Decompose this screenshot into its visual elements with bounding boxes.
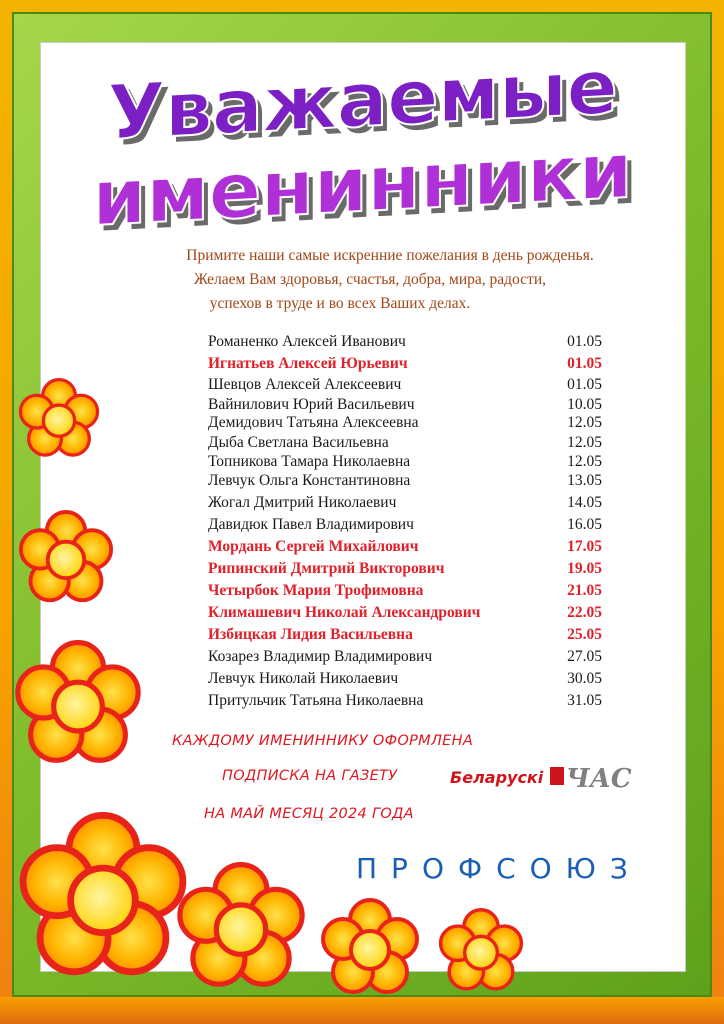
flower-icon [18, 812, 188, 982]
birthday-name: Климашевич Николай Александрович [208, 604, 481, 621]
bottom-stripe [0, 997, 724, 1024]
birthday-row [208, 376, 602, 396]
flower-icon [14, 640, 142, 768]
birthday-row [208, 396, 602, 416]
birthday-date: 19.05 [567, 560, 602, 577]
birthday-name: Дыба Светлана Васильевна [208, 434, 389, 451]
birthday-row [208, 516, 602, 536]
title-line-1: Уважаемые [107, 41, 617, 158]
newspaper-logo-suffix: ЧАС [566, 764, 632, 794]
birthday-row [208, 604, 602, 624]
birthday-row [208, 648, 602, 668]
birthday-name: Игнатьев Алексей Юрьевич [208, 355, 408, 372]
birthday-date: 22.05 [567, 604, 602, 621]
subscription-line-3: НА МАЙ МЕСЯЦ 2024 ГОДА [204, 806, 414, 822]
newspaper-logo [450, 764, 632, 798]
birthday-row [208, 453, 602, 473]
birthday-date: 16.05 [567, 516, 602, 533]
birthday-name: Притульчик Татьяна Николаевна [208, 692, 424, 709]
birthday-row [208, 582, 602, 602]
birthday-row [208, 692, 602, 712]
birthday-name: Козарез Владимир Владимирович [208, 648, 433, 665]
birthday-name: Четырбок Мария Трофимовна [208, 582, 424, 599]
birthday-row [208, 414, 602, 434]
greeting-line-3: успехов в труде и во всех Ваших делах. [209, 295, 471, 312]
birthday-date: 13.05 [567, 472, 602, 489]
birthday-row [208, 355, 602, 375]
flower-icon [18, 378, 100, 460]
birthday-name: Мордань Сергей Михайлович [208, 538, 419, 555]
birthday-row [208, 434, 602, 454]
birthday-name: Жогал Дмитрий Николаевич [208, 494, 397, 511]
birthday-row [208, 670, 602, 690]
flower-icon [18, 510, 114, 606]
birthday-row [208, 494, 602, 514]
birthday-date: 17.05 [567, 538, 602, 555]
flower-icon [320, 898, 420, 998]
birthday-date: 12.05 [567, 414, 602, 431]
birthday-date: 21.05 [567, 582, 602, 599]
birthday-row [208, 333, 602, 353]
birthday-name: Левчук Ольга Константиновна [208, 472, 411, 489]
birthday-row [208, 626, 602, 646]
birthday-name: Давидюк Павел Владимирович [208, 516, 414, 533]
newspaper-logo-mark [550, 767, 564, 785]
greeting-line-1: Примите наши самые искренние пожелания в день рожденья. [186, 247, 594, 264]
birthday-name: Избицкая Лидия Васильевна [208, 626, 413, 643]
birthday-date: 14.05 [567, 494, 602, 511]
flower-icon [176, 862, 306, 992]
birthday-row [208, 560, 602, 580]
birthday-name: Романенко Алексей Иванович [208, 333, 406, 350]
birthday-date: 01.05 [567, 376, 602, 393]
birthday-date: 30.05 [567, 670, 602, 687]
newspaper-logo-text: Беларускі [450, 768, 544, 787]
birthday-date: 25.05 [567, 626, 602, 643]
birthday-name: Шевцов Алексей Алексеевич [208, 376, 402, 393]
birthday-date: 12.05 [567, 434, 602, 451]
birthday-name: Левчук Николай Николаевич [208, 670, 399, 687]
title-line-2: именинники [92, 125, 632, 245]
birthday-date: 27.05 [567, 648, 602, 665]
subscription-line-1: КАЖДОМУ ИМЕНИННИКУ ОФОРМЛЕНА [172, 733, 474, 749]
birthday-date: 01.05 [567, 333, 602, 350]
birthday-date: 12.05 [567, 453, 602, 470]
birthday-name: Демидович Татьяна Алексеевна [208, 414, 419, 431]
birthday-row [208, 472, 602, 492]
birthday-name: Рипинский Дмитрий Викторович [208, 560, 445, 577]
birthday-row [208, 538, 602, 558]
birthday-name: Топникова Тамара Николаевна [208, 453, 411, 470]
birthday-date: 31.05 [567, 692, 602, 709]
flower-icon [438, 908, 524, 994]
birthday-date: 01.05 [567, 355, 602, 372]
greeting-line-2: Желаем Вам здоровья, счастья, добра, мира, радости, [193, 271, 546, 288]
subscription-line-2: ПОДПИСКА НА ГАЗЕТУ [222, 768, 398, 784]
birthday-name: Вайнилович Юрий Васильевич [208, 396, 415, 413]
birthday-date: 10.05 [567, 396, 602, 413]
trade-union-signature: ПРОФСОЮЗ [356, 852, 642, 885]
